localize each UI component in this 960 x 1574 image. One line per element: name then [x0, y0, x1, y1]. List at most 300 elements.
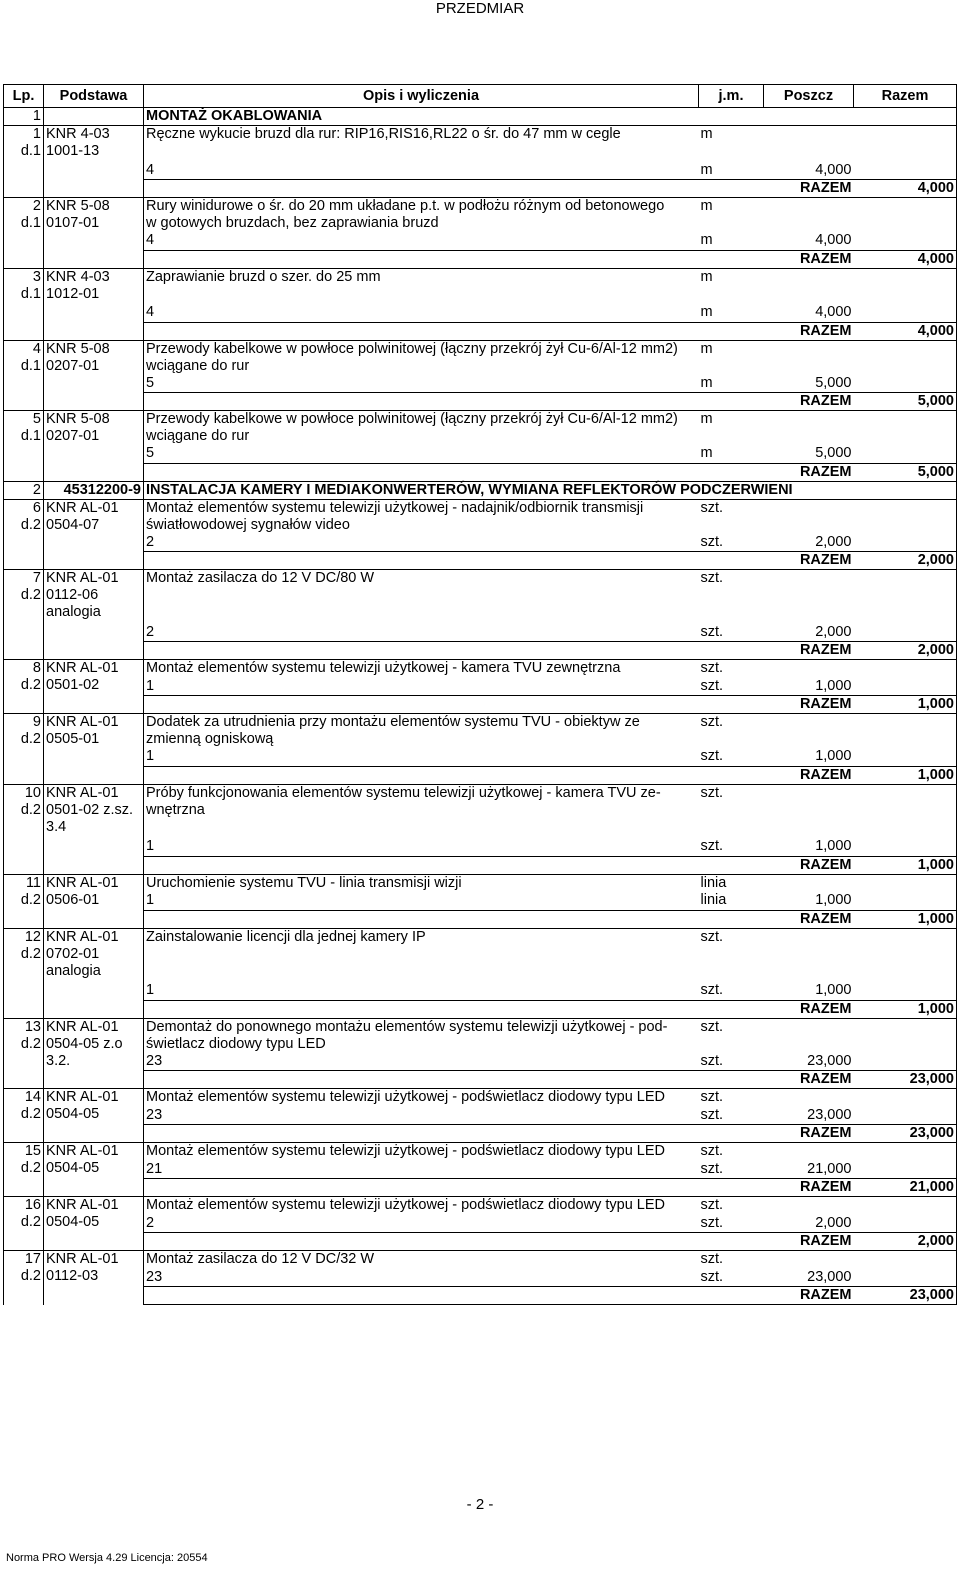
- item-poszcz-empty: [764, 126, 854, 162]
- item-poszcz-empty: [764, 714, 854, 749]
- calc-unit: m: [699, 232, 764, 250]
- calc-poszcz: 4,000: [764, 162, 854, 180]
- calc-value: 21: [144, 1161, 699, 1179]
- total-spacer: [144, 393, 764, 411]
- item-podstawa: [44, 660, 144, 714]
- calc-value: 2: [144, 624, 699, 642]
- item-podstawa: [44, 1197, 144, 1251]
- total-row: [4, 766, 957, 784]
- calc-razem-empty: [854, 375, 957, 393]
- lp-sub: d.1: [20, 215, 41, 231]
- total-spacer: [144, 1125, 764, 1143]
- calc-unit: m: [699, 445, 764, 463]
- item-lp: [4, 411, 44, 482]
- item-lp: [4, 1143, 44, 1197]
- item-row: [4, 268, 957, 304]
- total-value: 5,000: [854, 393, 957, 411]
- text-line: 0107-01: [46, 215, 100, 231]
- total-label: RAZEM: [764, 1287, 854, 1305]
- text-line: Montaż elementów systemu telewizji użytkowej - podświetlacz diodowy typu LED: [146, 1197, 665, 1213]
- item-row: [4, 340, 957, 375]
- item-row: [4, 784, 957, 838]
- lp-number: 14: [24, 1089, 41, 1105]
- item-opis: [144, 570, 699, 624]
- total-spacer: [144, 250, 764, 268]
- lp-number: 10: [24, 784, 41, 801]
- lp-number: 5: [32, 411, 41, 427]
- lp-number: 8: [32, 660, 41, 676]
- item-podstawa: [44, 1143, 144, 1197]
- calc-razem-empty: [854, 748, 957, 766]
- total-spacer: [144, 552, 764, 570]
- text-line: świetlacz diodowy typu LED: [146, 1035, 326, 1052]
- total-spacer: [144, 463, 764, 481]
- calc-razem-empty: [854, 838, 957, 856]
- item-jm: szt.: [699, 714, 764, 749]
- total-value: 1,000: [854, 856, 957, 874]
- item-opis: [144, 874, 699, 892]
- lp-number: 12: [24, 928, 41, 945]
- total-spacer: [144, 322, 764, 340]
- text-line: 0504-05: [46, 1160, 100, 1176]
- total-label: RAZEM: [764, 322, 854, 340]
- total-spacer: [144, 1071, 764, 1089]
- item-opis: [144, 1251, 699, 1269]
- text-line: KNR 4-03: [46, 126, 110, 142]
- section-code: 45312200-9: [44, 481, 144, 499]
- item-poszcz-empty: [764, 1143, 854, 1161]
- total-label: RAZEM: [764, 642, 854, 660]
- text-line: Rury winidurowe o śr. do 20 mm układane p.t. w podłożu różnym od betonowego: [146, 198, 665, 214]
- text-line: wnętrzna: [146, 801, 205, 818]
- calc-razem-empty: [854, 1107, 957, 1125]
- text-line: Zainstalowanie licencji dla jednej kamery IP: [146, 928, 426, 945]
- total-row: [4, 1233, 957, 1251]
- lp-sub: d.2: [20, 801, 41, 818]
- item-lp: [4, 570, 44, 660]
- total-row: [4, 1071, 957, 1089]
- calc-unit: m: [699, 375, 764, 393]
- text-line: KNR AL-01: [46, 874, 119, 891]
- lp-number: 11: [25, 874, 41, 891]
- item-razem-empty: [854, 411, 957, 446]
- total-value: 4,000: [854, 180, 957, 198]
- text-line: Montaż elementów systemu telewizji użytkowej - podświetlacz diodowy typu LED: [146, 1143, 665, 1159]
- item-razem-empty: [854, 340, 957, 375]
- item-jm: szt.: [699, 570, 764, 624]
- item-jm: szt.: [699, 1018, 764, 1053]
- text-line: KNR AL-01: [46, 499, 119, 516]
- section-row: [4, 108, 957, 126]
- text-line: KNR AL-01: [46, 1018, 119, 1035]
- calc-poszcz: 23,000: [764, 1269, 854, 1287]
- item-row: [4, 1197, 957, 1215]
- calc-razem-empty: [854, 892, 957, 910]
- total-spacer: [144, 642, 764, 660]
- item-lp: [4, 126, 44, 198]
- text-line: Montaż zasilacza do 12 V DC/32 W: [146, 1251, 375, 1267]
- text-line: Przewody kabelkowe w powłoce polwinitowej (łączny przekrój żył Cu-6/Al-12 mm2): [146, 340, 678, 357]
- item-razem-empty: [854, 499, 957, 534]
- item-opis: [144, 1197, 699, 1215]
- total-row: [4, 910, 957, 928]
- lp-number: 3: [32, 268, 41, 285]
- calc-row: [4, 534, 957, 552]
- total-spacer: [144, 766, 764, 784]
- calc-poszcz: 2,000: [764, 1215, 854, 1233]
- calc-value: 1: [144, 982, 699, 1000]
- col-poszcz: Poszcz: [764, 85, 854, 108]
- item-poszcz-empty: [764, 1197, 854, 1215]
- calc-value: 5: [144, 375, 699, 393]
- total-label: RAZEM: [764, 696, 854, 714]
- total-value: 2,000: [854, 642, 957, 660]
- text-line: zmienną ogniskową: [146, 731, 274, 747]
- calc-value: 2: [144, 534, 699, 552]
- total-spacer: [144, 1287, 764, 1305]
- calc-value: 4: [144, 162, 699, 180]
- text-line: Demontaż do ponownego montażu elementów systemu telewizji użytkowej - pod-: [146, 1018, 668, 1035]
- lp-sub: d.2: [20, 945, 41, 962]
- item-row: [4, 411, 957, 446]
- item-razem-empty: [854, 1018, 957, 1053]
- calc-unit: m: [699, 162, 764, 180]
- item-podstawa: [44, 928, 144, 1018]
- text-line: KNR AL-01: [46, 714, 119, 730]
- calc-unit: szt.: [699, 624, 764, 642]
- text-line: 0501-02: [46, 677, 100, 693]
- item-razem-empty: [854, 1251, 957, 1269]
- calc-poszcz: 1,000: [764, 982, 854, 1000]
- cost-table: [3, 84, 957, 1305]
- item-row: [4, 1018, 957, 1053]
- item-podstawa: [44, 1018, 144, 1089]
- section-number: 2: [4, 481, 44, 499]
- item-podstawa: [44, 1089, 144, 1143]
- item-opis: [144, 126, 699, 162]
- text-line: 0501-02 z.sz.: [46, 801, 134, 818]
- item-razem-empty: [854, 1197, 957, 1215]
- lp-sub: d.2: [20, 677, 41, 693]
- calc-row: [4, 1053, 957, 1071]
- total-label: RAZEM: [764, 910, 854, 928]
- text-line: Uruchomienie systemu TVU - linia transmisji wizji: [146, 874, 462, 891]
- calc-value: 23: [144, 1107, 699, 1125]
- calc-value: 23: [144, 1053, 699, 1071]
- total-label: RAZEM: [764, 180, 854, 198]
- calc-value: 1: [144, 748, 699, 766]
- total-label: RAZEM: [764, 1071, 854, 1089]
- item-lp: [4, 268, 44, 340]
- item-opis: [144, 660, 699, 678]
- total-value: 1,000: [854, 910, 957, 928]
- item-jm: m: [699, 198, 764, 233]
- text-line: KNR AL-01: [46, 928, 119, 945]
- calc-razem-empty: [854, 1215, 957, 1233]
- item-lp: [4, 1089, 44, 1143]
- total-label: RAZEM: [764, 552, 854, 570]
- item-lp: [4, 714, 44, 785]
- calc-razem-empty: [854, 1161, 957, 1179]
- item-opis: [144, 340, 699, 375]
- item-jm: m: [699, 268, 764, 304]
- total-row: [4, 1125, 957, 1143]
- col-jm: j.m.: [699, 85, 764, 108]
- total-spacer: [144, 1179, 764, 1197]
- text-line: KNR AL-01: [46, 1197, 119, 1213]
- lp-number: 16: [24, 1197, 41, 1213]
- calc-razem-empty: [854, 1269, 957, 1287]
- calc-row: [4, 162, 957, 180]
- calc-poszcz: 1,000: [764, 748, 854, 766]
- item-row: [4, 570, 957, 624]
- total-spacer: [144, 180, 764, 198]
- page-header: PRZEDMIAR: [435, 0, 525, 17]
- item-razem-empty: [854, 928, 957, 982]
- item-row: [4, 928, 957, 982]
- item-razem-empty: [854, 198, 957, 233]
- calc-row: [4, 624, 957, 642]
- text-line: 0504-05 z.o: [46, 1035, 123, 1052]
- total-spacer: [144, 1233, 764, 1251]
- text-line: 0207-01: [46, 357, 100, 374]
- item-lp: [4, 660, 44, 714]
- item-jm: szt.: [699, 499, 764, 534]
- total-value: 2,000: [854, 1233, 957, 1251]
- section-row: [4, 481, 957, 499]
- total-value: 1,000: [854, 696, 957, 714]
- item-row: [4, 1143, 957, 1161]
- text-line: Zaprawianie bruzd o szer. do 25 mm: [146, 268, 381, 285]
- text-line: 0112-06: [46, 587, 99, 603]
- item-jm: linia: [699, 874, 764, 892]
- text-line: KNR AL-01: [46, 784, 119, 801]
- item-row: [4, 198, 957, 233]
- item-lp: [4, 1251, 44, 1305]
- total-label: RAZEM: [764, 393, 854, 411]
- total-row: [4, 1179, 957, 1197]
- total-value: 5,000: [854, 463, 957, 481]
- item-poszcz-empty: [764, 874, 854, 892]
- item-opis: [144, 714, 699, 749]
- lp-sub: d.2: [20, 1160, 41, 1176]
- lp-sub: d.2: [20, 1035, 41, 1052]
- total-row: [4, 463, 957, 481]
- calc-row: [4, 1215, 957, 1233]
- calc-value: 1: [144, 892, 699, 910]
- total-label: RAZEM: [764, 463, 854, 481]
- total-value: 1,000: [854, 766, 957, 784]
- calc-poszcz: 4,000: [764, 304, 854, 322]
- text-line: 0506-01: [46, 891, 100, 908]
- text-line: KNR AL-01: [46, 1089, 119, 1105]
- text-line: światłowodowej sygnałów video: [146, 516, 350, 533]
- total-label: RAZEM: [764, 766, 854, 784]
- calc-razem-empty: [854, 982, 957, 1000]
- lp-sub: d.2: [20, 516, 41, 533]
- item-opis: [144, 1089, 699, 1107]
- text-line: Montaż elementów systemu telewizji użytkowej - nadajnik/odbiornik transmisji: [146, 499, 644, 516]
- item-lp: [4, 499, 44, 570]
- lp-sub: d.1: [20, 428, 41, 444]
- calc-value: 5: [144, 445, 699, 463]
- item-row: [4, 1089, 957, 1107]
- lp-number: 9: [32, 714, 41, 730]
- total-label: RAZEM: [764, 1000, 854, 1018]
- calc-poszcz: 5,000: [764, 445, 854, 463]
- text-line: Próby funkcjonowania elementów systemu telewizji użytkowej - kamera TVU ze-: [146, 784, 661, 801]
- item-jm: m: [699, 411, 764, 446]
- calc-unit: m: [699, 304, 764, 322]
- lp-number: 1: [32, 126, 41, 142]
- calc-unit: szt.: [699, 1269, 764, 1287]
- text-line: w gotowych bruzdach, bez zaprawiania bruzd: [146, 215, 439, 231]
- item-row: [4, 499, 957, 534]
- calc-row: [4, 892, 957, 910]
- text-line: Montaż elementów systemu telewizji użytkowej - kamera TVU zewnętrzna: [146, 660, 621, 676]
- section-code: [44, 108, 144, 126]
- calc-razem-empty: [854, 304, 957, 322]
- text-line: 0504-05: [46, 1214, 100, 1230]
- item-podstawa: [44, 1251, 144, 1305]
- item-poszcz-empty: [764, 784, 854, 838]
- calc-poszcz: 1,000: [764, 892, 854, 910]
- total-row: [4, 1287, 957, 1305]
- text-line: 3.4: [46, 818, 67, 835]
- lp-sub: d.2: [20, 731, 41, 747]
- text-line: Montaż elementów systemu telewizji użytkowej - podświetlacz diodowy typu LED: [146, 1089, 665, 1105]
- text-line: KNR 5-08: [46, 340, 110, 357]
- calc-row: [4, 982, 957, 1000]
- item-razem-empty: [854, 126, 957, 162]
- item-podstawa: [44, 126, 144, 198]
- calc-poszcz: 2,000: [764, 624, 854, 642]
- total-row: [4, 393, 957, 411]
- item-podstawa: [44, 874, 144, 928]
- total-value: 21,000: [854, 1179, 957, 1197]
- calc-row: [4, 678, 957, 696]
- item-row: [4, 1251, 957, 1269]
- calc-razem-empty: [854, 624, 957, 642]
- calc-row: [4, 1269, 957, 1287]
- text-line: KNR 4-03: [46, 268, 110, 285]
- calc-row: [4, 1161, 957, 1179]
- item-poszcz-empty: [764, 198, 854, 233]
- item-row: [4, 874, 957, 892]
- item-poszcz-empty: [764, 268, 854, 304]
- text-line: 0505-01: [46, 731, 100, 747]
- table-header: [4, 85, 957, 108]
- calc-razem-empty: [854, 1053, 957, 1071]
- calc-razem-empty: [854, 678, 957, 696]
- calc-poszcz: 1,000: [764, 678, 854, 696]
- lp-sub: d.2: [20, 891, 41, 908]
- calc-poszcz: 23,000: [764, 1107, 854, 1125]
- lp-number: 6: [32, 499, 41, 516]
- calc-unit: szt.: [699, 1053, 764, 1071]
- item-jm: szt.: [699, 1089, 764, 1107]
- lp-sub: d.2: [20, 1268, 41, 1284]
- lp-sub: d.1: [20, 357, 41, 374]
- text-line: wciągane do rur: [146, 428, 250, 444]
- item-opis: [144, 499, 699, 534]
- total-row: [4, 250, 957, 268]
- lp-number: 15: [24, 1143, 41, 1159]
- total-spacer: [144, 1000, 764, 1018]
- item-razem-empty: [854, 874, 957, 892]
- total-value: 2,000: [854, 552, 957, 570]
- total-row: [4, 180, 957, 198]
- license-info: Norma PRO Wersja 4.29 Licencja: 20554: [6, 1552, 208, 1564]
- item-poszcz-empty: [764, 1089, 854, 1107]
- lp-sub: d.2: [20, 1214, 41, 1230]
- calc-row: [4, 838, 957, 856]
- item-opis: [144, 928, 699, 982]
- text-line: 0504-07: [46, 516, 100, 533]
- item-razem-empty: [854, 570, 957, 624]
- calc-value: 4: [144, 232, 699, 250]
- calc-unit: linia: [699, 892, 764, 910]
- text-line: 1012-01: [46, 285, 100, 302]
- calc-razem-empty: [854, 162, 957, 180]
- total-value: 4,000: [854, 322, 957, 340]
- total-row: [4, 322, 957, 340]
- col-lp: Lp.: [4, 85, 44, 108]
- col-opis: Opis i wyliczenia: [144, 85, 699, 108]
- calc-value: 1: [144, 678, 699, 696]
- item-poszcz-empty: [764, 499, 854, 534]
- page-number: - 2 -: [466, 1496, 494, 1513]
- lp-sub: d.2: [20, 1106, 41, 1122]
- lp-number: 2: [32, 198, 41, 214]
- calc-poszcz: 4,000: [764, 232, 854, 250]
- item-jm: szt.: [699, 1251, 764, 1269]
- item-opis: [144, 1018, 699, 1053]
- item-podstawa: [44, 570, 144, 660]
- table-body: [4, 108, 957, 1305]
- item-poszcz-empty: [764, 660, 854, 678]
- calc-poszcz: 23,000: [764, 1053, 854, 1071]
- total-spacer: [144, 856, 764, 874]
- section-title: INSTALACJA KAMERY I MEDIAKONWERTERÓW, WYMIANA REFLEKTORÓW PODCZERWIENI: [144, 481, 957, 499]
- text-line: Dodatek za utrudnienia przy montażu elementów systemu TVU - obiektyw ze: [146, 714, 640, 730]
- text-line: KNR AL-01: [46, 1143, 119, 1159]
- item-razem-empty: [854, 1143, 957, 1161]
- text-line: KNR AL-01: [46, 1251, 119, 1267]
- calc-row: [4, 232, 957, 250]
- item-poszcz-empty: [764, 340, 854, 375]
- total-label: RAZEM: [764, 856, 854, 874]
- total-spacer: [144, 696, 764, 714]
- total-value: 23,000: [854, 1287, 957, 1305]
- text-line: KNR 5-08: [46, 198, 110, 214]
- item-row: [4, 660, 957, 678]
- text-line: Montaż zasilacza do 12 V DC/80 W: [146, 570, 375, 586]
- item-opis: [144, 784, 699, 838]
- calc-razem-empty: [854, 534, 957, 552]
- item-lp: [4, 1018, 44, 1089]
- total-label: RAZEM: [764, 1233, 854, 1251]
- item-jm: szt.: [699, 660, 764, 678]
- total-value: 4,000: [854, 250, 957, 268]
- text-line: KNR AL-01: [46, 660, 119, 676]
- item-lp: [4, 340, 44, 411]
- item-jm: m: [699, 126, 764, 162]
- calc-unit: szt.: [699, 534, 764, 552]
- total-value: 23,000: [854, 1071, 957, 1089]
- item-opis: [144, 198, 699, 233]
- item-podstawa: [44, 784, 144, 874]
